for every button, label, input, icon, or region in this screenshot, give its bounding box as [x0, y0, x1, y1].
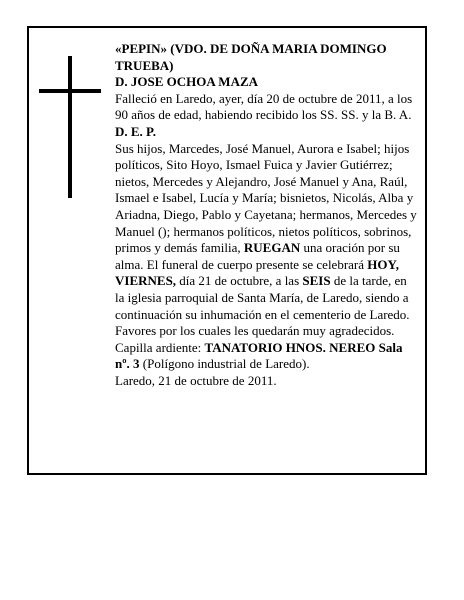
- family-text: Sus hijos, Marcedes, José Manuel, Aurora e Isabel; hijos políticos, Sito Hoyo, Ismael Fuica y Javier Gutiérrez; nietos, Mercedes y Alejandro, José Manuel y Ana, Raúl, Ismael e Isabel, Lucía y María; bisnietos, Nicolás, Alba y Ariadna, Diego, Pablo y Cayetana; hermanos, Mercedes y Manuel (); hermanos políticos, nietos políticos, sobrinos, primos y demás familia,: [115, 140, 417, 256]
- funeral-home: TANATORIO HNOS. NEREO Sala nº. 3: [115, 339, 403, 372]
- death-notice: Falleció en Laredo, ayer, día 20 de octubre de 2011, a los 90 años de edad, habiendo recibido los SS. SS. y la B. A.: [115, 90, 413, 123]
- cross-horizontal-bar: [39, 89, 101, 93]
- prayer-text: una oración por su alma. El funeral de cuerpo presente se celebrará: [115, 240, 400, 272]
- family-list: [115, 141, 419, 373]
- day-text: día 21 de octubre, a las: [176, 273, 303, 289]
- obituary-notice: [27, 26, 427, 475]
- dateline: Laredo, 21 de octubre de 2011.: [115, 372, 277, 388]
- ruegan-keyword: RUEGAN: [243, 240, 301, 256]
- nickname-line: «PEPIN» (VDO. DE DOÑA MARIA DOMINGO TRUEBA): [115, 41, 387, 73]
- church-text: de la tarde, en la iglesia parroquial de Santa María, de Laredo, siendo a continuación su inhumación en el cementerio de Laredo. Favores por los cuales les quedarán muy agradecidos. Capilla ardiente:: [115, 273, 410, 355]
- rip-abbreviation: D. E. P.: [115, 123, 157, 139]
- funeral-day: HOY, VIERNES,: [115, 256, 399, 289]
- deceased-name: D. JOSE OCHOA MAZA: [115, 74, 259, 90]
- obituary-text: [115, 41, 419, 389]
- cross-vertical-bar: [68, 56, 72, 198]
- location-text: (Polígono industrial de Laredo).: [139, 356, 310, 372]
- funeral-time: SEIS: [302, 273, 331, 289]
- cross-icon: [39, 56, 101, 198]
